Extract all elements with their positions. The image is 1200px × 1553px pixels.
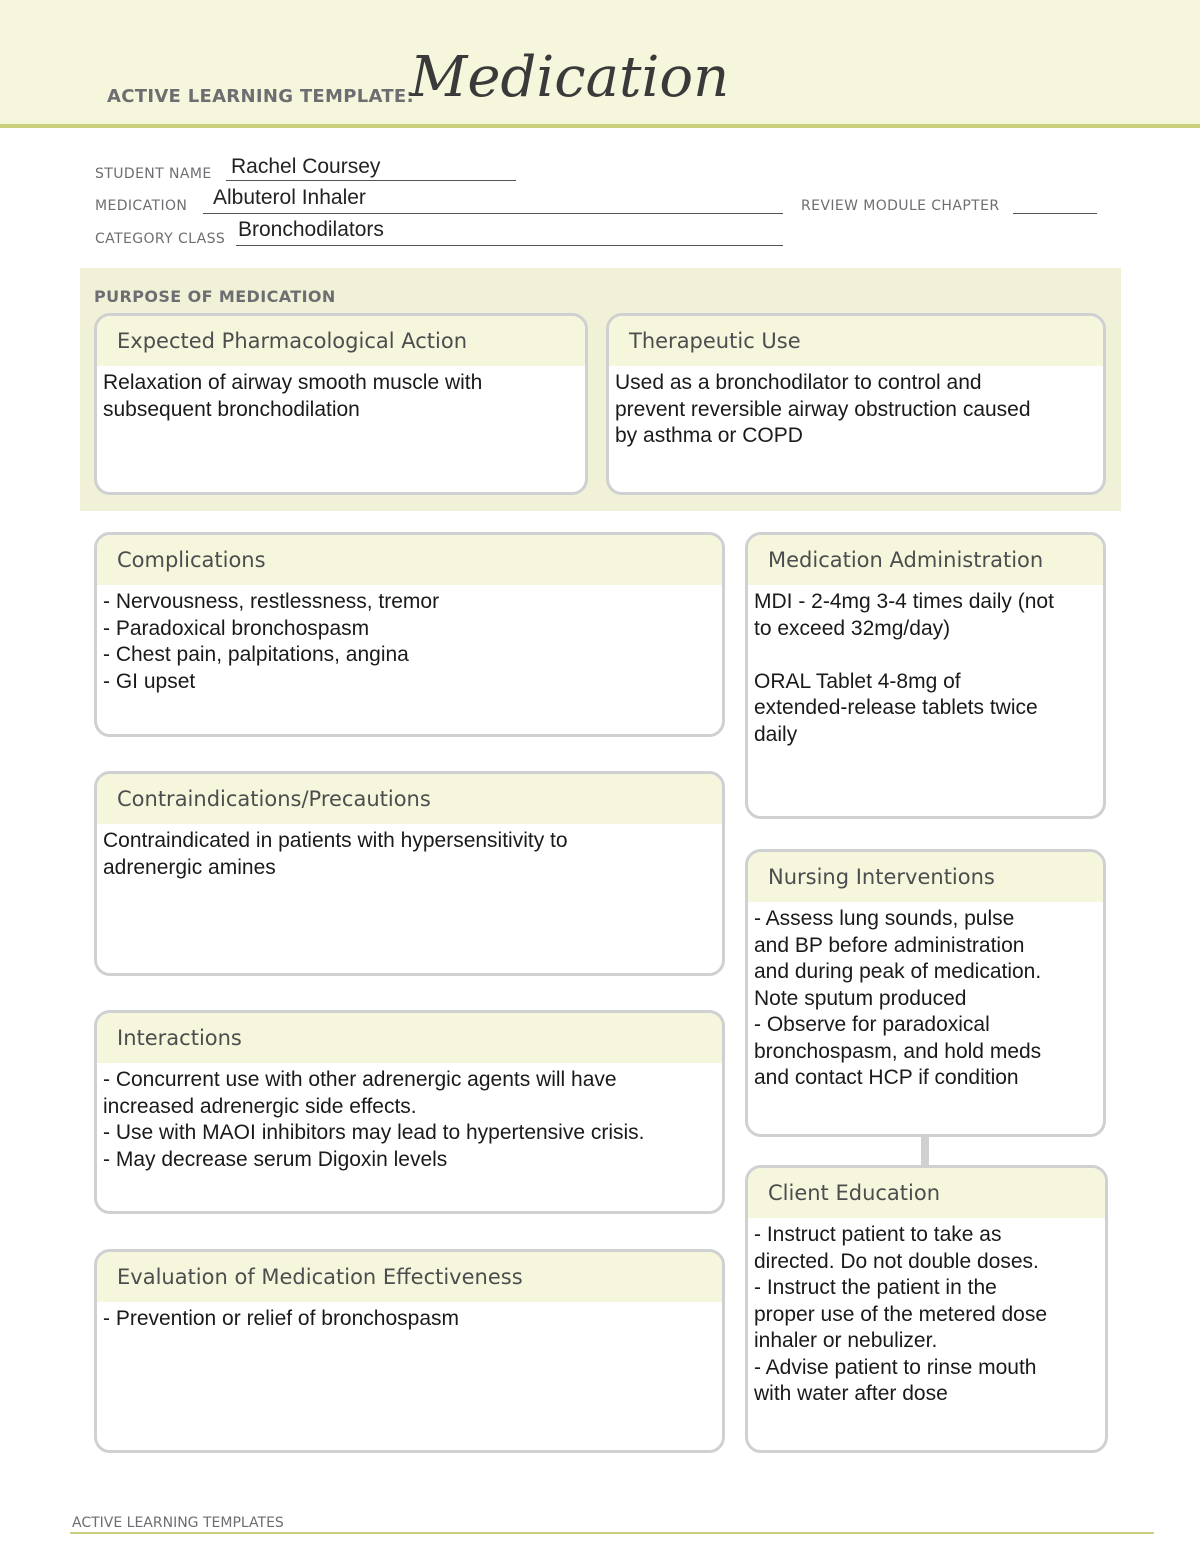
complications-content[interactable]: - Nervousness, restlessness, tremor - Paradoxical bronchospasm - Chest pain, palpitations, angina - GI upset [103, 590, 440, 693]
purpose-title: PURPOSE OF MEDICATION [94, 287, 336, 306]
connector-line [921, 1135, 929, 1167]
interactions-box [94, 1010, 725, 1214]
expected-action-box [94, 313, 588, 495]
evaluation-content[interactable]: - Prevention or relief of bronchospasm [103, 1307, 460, 1330]
footer-line [70, 1532, 1154, 1534]
nursing-interventions-title: Nursing Interventions [748, 852, 1103, 902]
nursing-interventions-box [745, 849, 1106, 1137]
page-title: Medication [410, 45, 730, 110]
student-name-line [226, 180, 516, 181]
template-label: ACTIVE LEARNING TEMPLATE: [107, 86, 414, 107]
contraindications-content[interactable]: Contraindicated in patients with hypersensitivity to adrenergic amines [103, 829, 568, 879]
footer-label: ACTIVE LEARNING TEMPLATES [72, 1515, 284, 1531]
review-module-label: REVIEW MODULE CHAPTER [801, 198, 1000, 214]
nursing-interventions-content[interactable]: - Assess lung sounds, pulse and BP before administration and during peak of medication. Note sputum produced - Observe for paradoxical bronchospasm, and hold meds and contact HCP if condition [754, 907, 1042, 1089]
category-class-field[interactable]: Bronchodilators [238, 218, 384, 241]
contraindications-box [94, 771, 725, 976]
medication-administration-title: Medication Administration [748, 535, 1103, 585]
medication-label: MEDICATION [95, 198, 188, 214]
medication-administration-box [745, 532, 1106, 819]
evaluation-box [94, 1249, 725, 1453]
client-education-box [745, 1165, 1108, 1453]
student-name-field[interactable]: Rachel Coursey [231, 155, 381, 178]
medication-administration-content[interactable]: MDI - 2-4mg 3-4 times daily (not to exceed 32mg/day) ORAL Tablet 4-8mg of extended-release tablets twice daily [754, 590, 1054, 746]
therapeutic-use-box [606, 313, 1106, 495]
expected-action-content[interactable]: Relaxation of airway smooth muscle with subsequent bronchodilation [103, 371, 483, 421]
student-name-label: STUDENT NAME [95, 166, 212, 182]
therapeutic-use-title: Therapeutic Use [609, 316, 1103, 366]
client-education-title: Client Education [748, 1168, 1105, 1218]
expected-action-title: Expected Pharmacological Action [97, 316, 585, 366]
evaluation-title: Evaluation of Medication Effectiveness [97, 1252, 722, 1302]
therapeutic-use-content[interactable]: Used as a bronchodilator to control and prevent reversible airway obstruction caused by asthma or COPD [615, 371, 1031, 447]
complications-box [94, 532, 725, 737]
category-class-line [236, 245, 783, 246]
medication-field[interactable]: Albuterol Inhaler [213, 186, 366, 209]
category-class-label: CATEGORY CLASS [95, 231, 226, 247]
medication-line [203, 213, 783, 214]
contraindications-title: Contraindications/Precautions [97, 774, 722, 824]
interactions-content[interactable]: - Concurrent use with other adrenergic agents will have increased adrenergic side effects. - Use with MAOI inhibitors may lead to hypertensive crisis. - May decrease serum Digoxin levels [103, 1068, 645, 1171]
client-education-content[interactable]: - Instruct patient to take as directed. Do not double doses. - Instruct the patient in the proper use of the metered dose inhaler or nebulizer. - Advise patient to rinse mouth with water after dose [754, 1223, 1048, 1405]
review-module-field[interactable] [1013, 213, 1097, 214]
complications-title: Complications [97, 535, 722, 585]
interactions-title: Interactions [97, 1013, 722, 1063]
